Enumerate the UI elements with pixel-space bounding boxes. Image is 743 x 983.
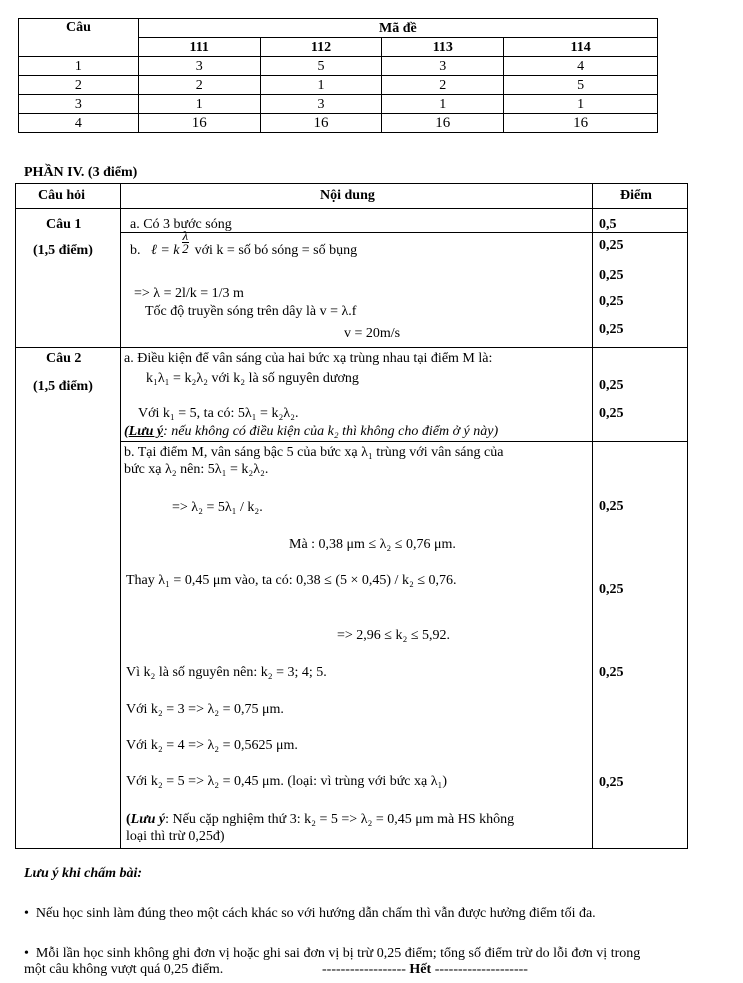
cell: 4 xyxy=(504,57,658,76)
q2b-line3: => λ₂ = 5λ₁ / k₂. xyxy=(172,500,263,515)
table-row xyxy=(19,76,658,95)
cell: 5 xyxy=(504,76,658,95)
cell: 16 xyxy=(138,114,260,133)
note-paren: ( xyxy=(124,424,129,439)
note-text: một câu không vượt quá 0,25 điểm. xyxy=(24,962,224,977)
bullet-icon: • xyxy=(24,906,29,921)
header-cau: Câu xyxy=(19,19,139,57)
q2b-line2: bức xạ λ₂ nên: 5λ₁ = k₂λ₂. xyxy=(124,462,269,477)
score: 0,25 xyxy=(599,582,624,597)
note-text: : Nếu cặp nghiệm thứ 3: k₂ = 5 => λ₂ = 0,45 μm mà HS không xyxy=(165,812,515,827)
cell: 1 xyxy=(260,76,382,95)
end-dashes: -------------------- xyxy=(434,962,528,977)
q1b-line3: Tốc độ truyền sóng trên dây là v = λ.f xyxy=(145,304,357,319)
code-114: 114 xyxy=(504,38,658,57)
score: 0,25 xyxy=(599,268,624,283)
col-divider xyxy=(592,184,593,848)
bullet-icon: • xyxy=(24,946,29,961)
cell: 3 xyxy=(382,57,504,76)
row-divider xyxy=(120,441,687,442)
q2b-line1: b. Tại điểm M, vân sáng bậc 5 của bức xạ λ₁ trùng với vân sáng của xyxy=(124,445,504,460)
q1-points: (1,5 điểm) xyxy=(33,243,93,258)
row-divider xyxy=(16,208,687,209)
row-cau: 4 xyxy=(19,114,139,133)
score: 0,25 xyxy=(599,775,624,790)
col-divider xyxy=(120,184,121,848)
fraction xyxy=(182,230,190,255)
note-bullet-1 xyxy=(24,906,596,922)
q1a-text: a. Có 3 bước sóng xyxy=(130,217,232,232)
header-ma-de: Mã đề xyxy=(138,19,657,38)
q2b-note xyxy=(126,812,514,828)
note-text: Nếu học sinh làm đúng theo một cách khác so với hướng dẫn chấm thì vẫn được hưởng điểm tối đa. xyxy=(35,906,596,921)
cell: 5 xyxy=(260,57,382,76)
end-dashes: ------------------ xyxy=(322,962,406,977)
cell: 16 xyxy=(260,114,382,133)
note-bullet-2 xyxy=(24,946,640,962)
note-label: Lưu ý xyxy=(130,812,166,827)
q1b-prefix: b. xyxy=(130,243,141,258)
cell: 1 xyxy=(138,95,260,114)
q1-label: Câu 1 xyxy=(46,217,82,232)
row-divider xyxy=(16,347,687,348)
note-paren: ( xyxy=(126,812,131,827)
q2a-line2: k₁λ₁ = k₂λ₂ với k₂ là số nguyên dương xyxy=(146,371,359,386)
q2b-note-line2: loại thì trừ 0,25đ) xyxy=(126,829,225,844)
q1b-line2: => λ = 2l/k = 1/3 m xyxy=(134,286,244,301)
header-content: Nội dung xyxy=(320,188,375,203)
notes-title: Lưu ý khi chấm bài: xyxy=(24,866,143,881)
score: 0,25 xyxy=(599,378,624,393)
score: 0,25 xyxy=(599,665,624,680)
q1b-lhs: ℓ = k xyxy=(151,243,180,258)
grading-table xyxy=(15,183,688,849)
code-113: 113 xyxy=(382,38,504,57)
row-cau: 1 xyxy=(19,57,139,76)
q2b-line8: Với k₂ = 3 => λ₂ = 0,75 μm. xyxy=(126,702,284,717)
table-row xyxy=(19,57,658,76)
cell: 2 xyxy=(138,76,260,95)
code-111: 111 xyxy=(138,38,260,57)
table-row xyxy=(19,114,658,133)
q2b-line10: Với k₂ = 5 => λ₂ = 0,45 μm. (loại: vì trùng với bức xạ λ₁) xyxy=(126,774,448,789)
q2b-line7: Vì k₂ là số nguyên nên: k₂ = 3; 4; 5. xyxy=(126,665,327,680)
note-bullet-2-line2 xyxy=(24,962,223,978)
score: 0,25 xyxy=(599,294,624,309)
row-cau: 3 xyxy=(19,95,139,114)
end-marker xyxy=(322,962,528,978)
note-text: : nếu không có điều kiện của k₂ thì không cho điểm ở ý này) xyxy=(163,424,499,439)
q2a-line3: Với k₁ = 5, ta có: 5λ₁ = k₂λ₂. xyxy=(138,406,299,421)
score: 0,25 xyxy=(599,499,624,514)
score: 0,5 xyxy=(599,217,617,232)
section-title: PHẦN IV. (3 điểm) xyxy=(24,165,138,180)
end-word: Hết xyxy=(409,962,432,977)
cell: 1 xyxy=(382,95,504,114)
q1b-line4: v = 20m/s xyxy=(344,326,401,341)
score: 0,25 xyxy=(599,406,624,421)
q1b-formula xyxy=(130,228,358,259)
table-row xyxy=(19,95,658,114)
q2-label: Câu 2 xyxy=(46,351,82,366)
q2a-note xyxy=(124,424,498,440)
q2b-line9: Với k₂ = 4 => λ₂ = 0,5625 μm. xyxy=(126,738,298,753)
cell: 3 xyxy=(260,95,382,114)
cell: 2 xyxy=(382,76,504,95)
cell: 1 xyxy=(504,95,658,114)
cell: 16 xyxy=(504,114,658,133)
note-text: Mỗi lần học sinh không ghi đơn vị hoặc ghi sai đơn vị bị trừ 0,25 điểm; tổng số điểm trừ do lỗi đơn vị trong xyxy=(35,946,641,961)
header-question: Câu hỏi xyxy=(38,188,86,203)
q2-points: (1,5 điểm) xyxy=(33,379,93,394)
q2b-line4: Mà : 0,38 μm ≤ λ₂ ≤ 0,76 μm. xyxy=(289,537,456,552)
header-score: Điểm xyxy=(620,188,652,203)
score: 0,25 xyxy=(599,238,624,253)
q1b-rest: với k = số bó sóng = số bụng xyxy=(194,243,358,258)
cell: 16 xyxy=(382,114,504,133)
answer-table xyxy=(18,18,658,133)
note-label: Lưu ý xyxy=(128,424,164,439)
fraction-numerator: λ xyxy=(182,228,189,244)
score: 0,25 xyxy=(599,322,624,337)
cell: 3 xyxy=(138,57,260,76)
code-112: 112 xyxy=(260,38,382,57)
row-cau: 2 xyxy=(19,76,139,95)
q2b-line5: Thay λ₁ = 0,45 μm vào, ta có: 0,38 ≤ (5 × 0,45) / k₂ ≤ 0,76. xyxy=(126,573,457,588)
fraction-denominator: 2 xyxy=(182,241,189,257)
q2b-line6: => 2,96 ≤ k₂ ≤ 5,92. xyxy=(337,628,451,643)
q2a-line1: a. Điều kiện để vân sáng của hai bức xạ trùng nhau tại điểm M là: xyxy=(124,351,493,366)
